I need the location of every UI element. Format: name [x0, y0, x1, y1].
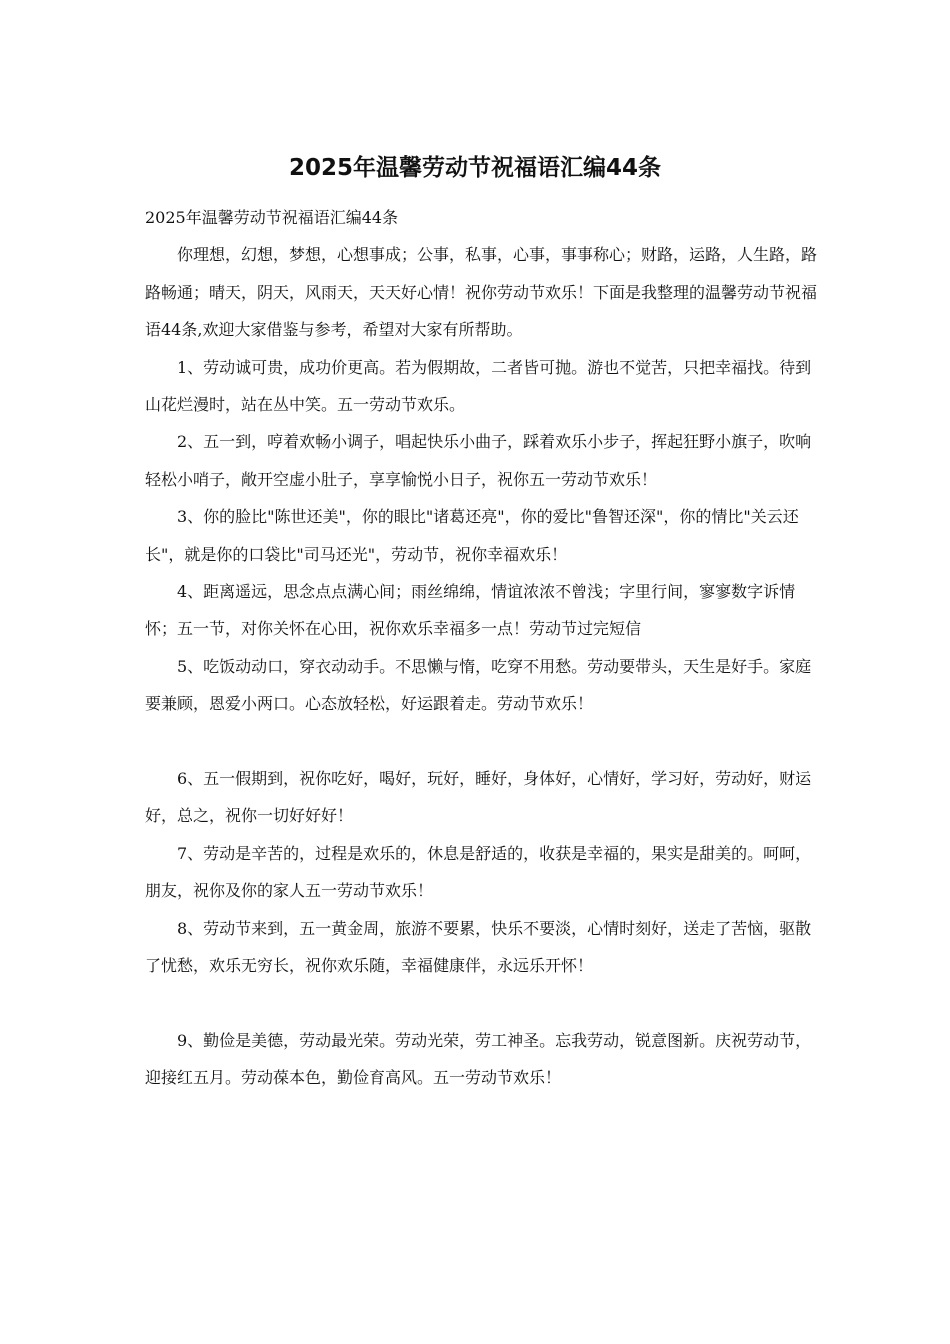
- blessing-item-5: 5、吃饭动动口，穿衣动动手。不思懒与惰，吃穿不用愁。劳动要带头，天生是好手。家庭要兼顾，恩爱小两口。心态放轻松，好运跟着走。劳动节欢乐！: [145, 656, 812, 714]
- blessing-item-7: 7、劳动是辛苦的，过程是欢乐的，休息是舒适的，收获是幸福的，果实是甜美的。呵呵，朋友，祝你及你的家人五一劳动节欢乐！: [145, 843, 812, 901]
- document-body: [145, 199, 825, 1097]
- paragraph-gap: [145, 723, 825, 760]
- blessing-item-9: 9、勤俭是美德，劳动最光荣。劳动光荣，劳工神圣。忘我劳动，锐意图新。庆祝劳动节，迎接红五月。劳动葆本色，勤俭育高风。五一劳动节欢乐！: [145, 1030, 812, 1088]
- blessing-item-1: 1、劳动诚可贵，成功价更高。若为假期故，二者皆可抛。游也不觉苦，只把幸福找。待到山花烂漫时，站在丛中笑。五一劳动节欢乐。: [145, 357, 812, 415]
- blessing-item-3: 3、你的脸比"陈世还美"，你的眼比"诸葛还亮"，你的爱比"鲁智还深"，你的情比"关云还长"，就是你的口袋比"司马还光"，劳动节，祝你幸福欢乐！: [145, 507, 799, 564]
- document-subtitle: 2025年温馨劳动节祝福语汇编44条: [145, 208, 399, 227]
- intro-paragraph: 你理想，幻想，梦想，心想事成；公事，私事，心事，事事称心；财路，运路，人生路，路路畅通；晴天，阴天，风雨天，天天好心情！祝你劳动节欢乐！下面是我整理的温馨劳动节祝福语44条,欢迎大家借鉴与参考，希望对大家有所帮助。: [145, 245, 818, 340]
- blessing-item-6: 6、五一假期到，祝你吃好，喝好，玩好，睡好，身体好，心情好，学习好，劳动好，财运好，总之，祝你一切好好好！: [145, 769, 812, 826]
- blessing-item-4: 4、距离遥远，思念点点满心间；雨丝绵绵，情谊浓浓不曾浅；字里行间，寥寥数字诉情怀；五一节，对你关怀在心田，祝你欢乐幸福多一点！劳动节过完短信: [145, 582, 796, 639]
- paragraph-gap: [145, 985, 825, 1022]
- blessing-item-8: 8、劳动节来到，五一黄金周，旅游不要累，快乐不要淡，心情时刻好，送走了苦恼，驱散了忧愁，欢乐无穷长，祝你欢乐随，幸福健康伴，永远乐开怀！: [145, 918, 812, 976]
- document-title: 2025年温馨劳动节祝福语汇编44条: [288, 155, 662, 181]
- blessing-item-2: 2、五一到，哼着欢畅小调子，唱起快乐小曲子，踩着欢乐小步子，挥起狂野小旗子，吹响轻松小哨子，敞开空虚小肚子，享享愉悦小日子，祝你五一劳动节欢乐！: [145, 432, 812, 489]
